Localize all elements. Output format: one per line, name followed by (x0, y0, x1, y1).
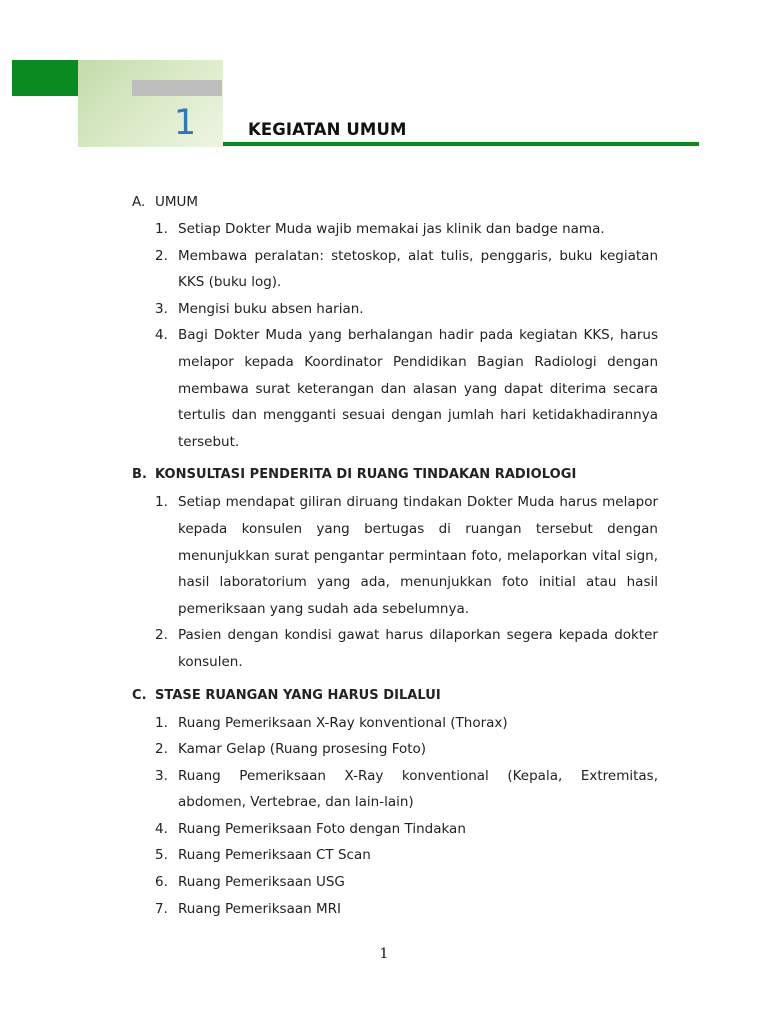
list-item (132, 296, 658, 323)
section-b (132, 461, 658, 675)
list-item-text: Ruang Pemeriksaan USG (178, 874, 345, 891)
list-item-number: 1. (155, 221, 168, 237)
list-item (132, 869, 658, 896)
header-gradient-panel (78, 60, 223, 147)
list-item-text: Ruang Pemeriksaan Foto dengan Tindakan (178, 820, 466, 837)
section-heading (132, 188, 658, 216)
list-item-number: 4. (155, 327, 168, 344)
section-letter: B. (132, 467, 147, 483)
list-item-number: 1. (155, 714, 168, 731)
list-item-number: 3. (155, 300, 168, 317)
list-item-number: 4. (155, 820, 168, 837)
section-letter: C. (132, 687, 147, 703)
list-item-text: Pasien dengan kondisi gawat harus dilaporkan segera kepada dokter konsulen. (178, 627, 658, 670)
list-item-text: Membawa peralatan: stetoskop, alat tulis, penggaris, buku kegiatan KKS (buku log). (178, 247, 658, 291)
list-item-text: Kamar Gelap (Ruang prosesing Foto) (178, 741, 427, 758)
section-a-list (132, 216, 658, 455)
list-item-number: 7. (155, 900, 168, 917)
header-rule (223, 142, 699, 146)
list-item-number: 3. (155, 767, 168, 784)
section-c (132, 682, 658, 923)
section-heading (132, 461, 658, 489)
section-letter: A. (132, 194, 146, 210)
list-item-text: Setiap Dokter Muda wajib memakai jas klinik dan badge nama. (178, 221, 605, 237)
chapter-title: KEGIATAN UMUM (248, 120, 407, 139)
section-c-list (132, 710, 658, 923)
list-item-number: 2. (155, 247, 168, 264)
section-title: KONSULTASI PENDERITA DI RUANG TINDAKAN RADIOLOGI (155, 467, 577, 483)
list-item (132, 489, 658, 622)
section-title: UMUM (155, 194, 199, 210)
document-body (132, 188, 658, 922)
list-item (132, 622, 658, 675)
list-item (132, 763, 658, 816)
list-item-text: Ruang Pemeriksaan CT Scan (178, 847, 371, 864)
list-item-text: Ruang Pemeriksaan X-Ray konventional (Kepala, Extremitas, abdomen, Vertebrae, dan lain-lain) (178, 767, 658, 811)
list-item-text: Setiap mendapat giliran diruang tindakan Dokter Muda harus melapor kepada konsulen yang bertugas di ruangan tersebut dengan menunjukkan surat pengantar permintaan foto, melaporkan vital sign, hasil laboratorium yang ada, menunjukkan foto initial atau hasil pemeriksaan yang sudah ada sebelumnya. (178, 494, 658, 617)
list-item (132, 896, 658, 923)
list-item-text: Mengisi buku absen harian. (178, 300, 364, 317)
list-item-text: Bagi Dokter Muda yang berhalangan hadir pada kegiatan KKS, harus melapor kepada Koordinator Pendidikan Bagian Radiologi dengan membawa surat keterangan dan alasan yang dapat diterima secara tertulis dan mengganti sesuai dengan jumlah hari ketidakhadirannya tersebut. (178, 327, 658, 450)
list-item-number: 6. (155, 874, 168, 891)
list-item (132, 842, 658, 869)
list-item (132, 243, 658, 296)
list-item-number: 2. (155, 741, 168, 758)
section-a (132, 188, 658, 455)
section-title: STASE RUANGAN YANG HARUS DILALUI (155, 687, 441, 703)
list-item (132, 710, 658, 737)
list-item-number: 5. (155, 847, 168, 864)
section-b-list (132, 489, 658, 675)
list-item (132, 322, 658, 455)
list-item-text: Ruang Pemeriksaan X-Ray konventional (Thorax) (178, 714, 508, 731)
list-item-text: Ruang Pemeriksaan MRI (178, 900, 341, 917)
list-item-number: 2. (155, 627, 168, 644)
header-grey-bar (132, 80, 222, 96)
list-item (132, 736, 658, 763)
list-item (132, 216, 658, 243)
page-number: 1 (379, 946, 389, 962)
chapter-number: 1 (173, 103, 197, 143)
list-item (132, 816, 658, 843)
list-item-number: 1. (155, 494, 168, 511)
header-green-block (12, 60, 78, 96)
section-heading (132, 682, 658, 710)
